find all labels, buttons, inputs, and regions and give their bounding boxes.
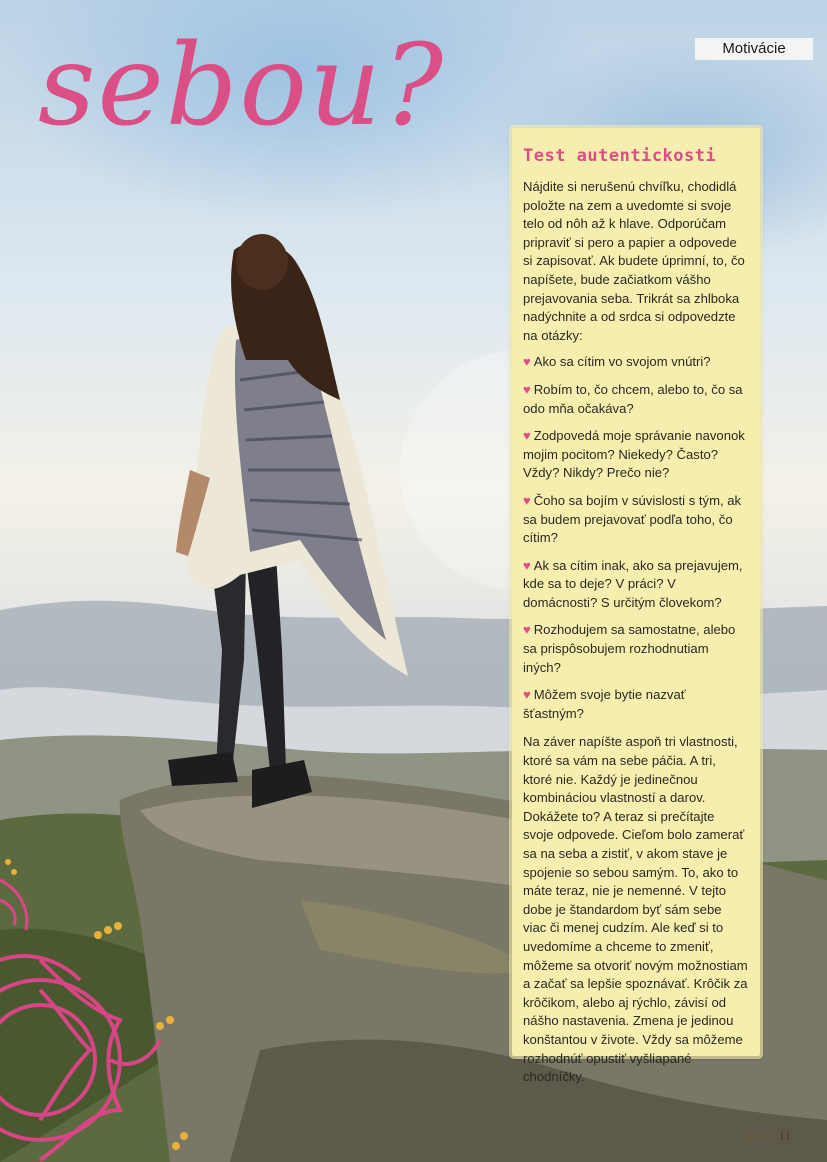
panel-intro: Nájdite si nerušenú chvíľku, chodidlá položte na zem a uvedomte si svoje telo od nôh až k hlave. Odporúčam pripraviť si pero a papier a odpovede si zapisovať. Ak budete úprimní, to, čo napíšete, bude začiatkom vášho prejavovania seba. Trikrát sa zhlboka nadýchnite a od srdca si odpovedzte na otázky: [523, 179, 745, 343]
headline: sebou? [38, 21, 446, 151]
list-item [523, 381, 748, 418]
list-item [523, 621, 748, 677]
magazine-name: Zelans [743, 1129, 776, 1143]
panel-title: Test autentickosti [523, 146, 717, 166]
section-label: Motivácie [695, 38, 813, 60]
panel-outro: Na záver napíšte aspoň tri vlastnosti, ktoré sa vám na sebe páčia. A tri, ktoré nie. Každý je jedinečnou kombináciou vlastností a darov. Dokážete to? A teraz si prečítajte svoje odpovede. Cieľom bolo zamerať sa na seba a zistiť, v akom stave je spojenie so sebou samým. To, ako to máte teraz, nie je nemenné. V tejto dobe je štandardom byť sám sebe viac či menej cudzím. Ale keď si to uvedomíme a chceme to zmeniť, môžeme sa otvoriť novým možnostiam a začať sa lepšie spoznávať. Krôčik za krôčikom, alebo aj rýchlo, závisí od nášho nastavenia. Zmena je jedinou konštantou v živote. Vždy sa môžeme rozhodnúť opustiť vyšliapané chodníčky. [523, 734, 748, 1085]
list-item [523, 427, 748, 483]
question-text: Ako sa cítim vo svojom vnútri? [533, 354, 711, 370]
question-list [523, 353, 748, 723]
question-text: Čoho sa bojím v súvislosti s tým, ak sa budem prejavovať podľa toho, čo cítim? [523, 492, 742, 546]
list-item [523, 492, 748, 548]
question-text: Ak sa cítim inak, ako sa prejavujem, kde sa to deje? V práci? V domácnosti? S určitým človekom? [523, 557, 743, 610]
page-number: 11 [778, 1128, 791, 1143]
list-item [523, 353, 748, 372]
question-text: Môžem svoje bytie nazvať šťastným? [523, 687, 686, 721]
list-item [523, 557, 748, 613]
page-footer [743, 1128, 791, 1144]
info-panel [512, 128, 760, 1085]
heart-icon: ♥ [523, 687, 531, 703]
question-text: Rozhodujem sa samostatne, alebo sa prispôsobujem rozhodnutiam iných? [523, 622, 736, 675]
heart-icon: ♥ [523, 492, 531, 508]
list-item [523, 686, 748, 723]
heart-icon: ♥ [523, 622, 531, 638]
heart-icon: ♥ [523, 381, 531, 397]
question-text: Robím to, čo chcem, alebo to, čo sa odo mňa očakáva? [523, 381, 743, 416]
heart-icon: ♥ [523, 354, 531, 370]
heart-icon: ♥ [523, 428, 531, 444]
question-text: Zodpovedá moje správanie navonok mojim pocitom? Niekedy? Často? Vždy? Nikdy? Prečo nie? [523, 428, 745, 481]
heart-icon: ♥ [523, 557, 531, 573]
